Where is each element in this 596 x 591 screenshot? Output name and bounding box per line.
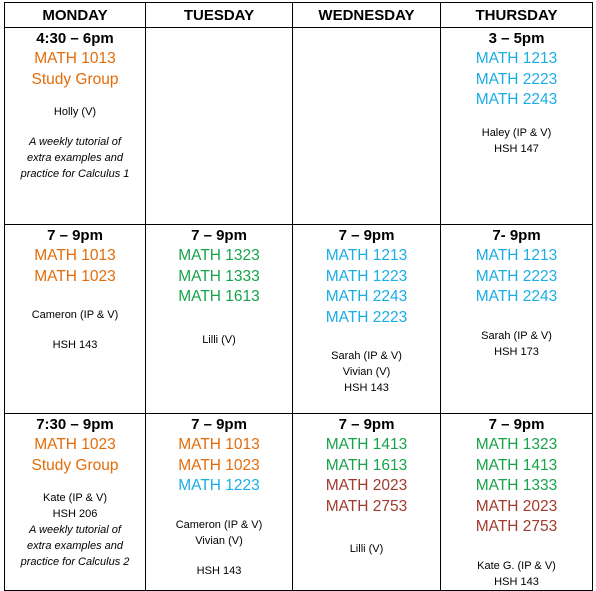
time-slot: 7 – 9pm	[146, 414, 293, 436]
session-description: extra examples and	[27, 540, 123, 552]
session-cell-wednesday	[293, 246, 441, 414]
course-label: MATH 1323	[475, 436, 558, 453]
tutoring-schedule-table	[4, 2, 593, 591]
session-row-2	[5, 246, 593, 414]
course-label: Study Group	[31, 70, 119, 88]
course-label: MATH 2753	[475, 518, 558, 535]
time-slot: 7 – 9pm	[441, 414, 593, 436]
time-row-2	[5, 225, 593, 247]
course-label: MATH 1223	[178, 477, 260, 494]
time-slot: 7- 9pm	[441, 225, 593, 247]
session-cell-thursday	[441, 49, 593, 225]
session-cell-tuesday	[146, 49, 293, 225]
time-slot: 3 – 5pm	[441, 28, 593, 50]
course-label: MATH 1333	[178, 267, 260, 285]
room-label: HSH 147	[494, 142, 539, 155]
course-label: MATH 1613	[178, 288, 260, 305]
tutor-name: Vivian (V)	[342, 366, 391, 378]
session-cell-monday	[5, 435, 146, 591]
tutor-name: Sarah (IP & V)	[331, 350, 402, 362]
course-label: MATH 2753	[325, 497, 408, 515]
session-description: A weekly tutorial of	[29, 136, 121, 148]
tutor-name: Holly (V)	[53, 106, 97, 118]
day-header-wednesday: WEDNESDAY	[293, 3, 441, 28]
course-label: MATH 1023	[34, 267, 116, 285]
session-cell-thursday	[441, 246, 593, 414]
tutor-name: Sarah (IP & V)	[481, 329, 552, 342]
course-label: MATH 1213	[325, 247, 408, 264]
session-description: A weekly tutorial of	[29, 524, 121, 536]
time-slot: 7 – 9pm	[146, 225, 293, 247]
time-slot	[293, 28, 441, 50]
session-row-1	[5, 49, 593, 225]
course-label: MATH 1013	[178, 436, 260, 453]
tutor-name: Kate G. (IP & V)	[477, 559, 556, 572]
course-label: Study Group	[31, 456, 119, 474]
course-label: MATH 2243	[325, 288, 408, 305]
course-label: MATH 1223	[325, 267, 408, 285]
course-label: MATH 2023	[325, 477, 408, 494]
session-cell-monday	[5, 49, 146, 225]
time-row-1	[5, 28, 593, 50]
session-cell-tuesday	[146, 246, 293, 414]
course-label: MATH 1333	[475, 477, 558, 494]
room-label: HSH 143	[344, 382, 389, 394]
time-slot: 7 – 9pm	[293, 225, 441, 247]
session-cell-thursday	[441, 435, 593, 591]
time-slot: 7 – 9pm	[293, 414, 441, 436]
room-label: HSH 143	[52, 339, 98, 351]
course-label: MATH 2223	[475, 70, 558, 88]
tutor-name: Haley (IP & V)	[481, 126, 552, 139]
course-label: MATH 2223	[325, 308, 408, 326]
tutor-name: Cameron (IP & V)	[31, 309, 119, 321]
course-label: MATH 1323	[178, 247, 260, 264]
course-label: MATH 1213	[475, 247, 558, 264]
course-label: MATH 2243	[475, 91, 558, 108]
course-label: MATH 1023	[34, 436, 116, 453]
room-label: HSH 173	[494, 345, 539, 358]
course-label: MATH 1613	[325, 456, 408, 474]
course-label: MATH 1013	[34, 50, 116, 67]
course-label: MATH 1413	[475, 456, 558, 474]
tutor-name: Lilli (V)	[202, 333, 236, 346]
course-label: MATH 1023	[178, 456, 260, 474]
course-label: MATH 1013	[34, 247, 116, 264]
course-label: MATH 1213	[475, 50, 558, 67]
session-cell-tuesday	[146, 435, 293, 591]
course-label: MATH 2023	[475, 497, 558, 515]
tutor-name: Vivian (V)	[195, 534, 243, 547]
time-slot	[146, 28, 293, 50]
tutor-name: Kate (IP & V)	[43, 492, 107, 504]
day-header-thursday: THURSDAY	[441, 3, 593, 28]
session-cell-wednesday	[293, 435, 441, 591]
session-description: extra examples and	[27, 152, 123, 164]
day-header-row	[5, 3, 593, 28]
session-description: practice for Calculus 1	[20, 168, 130, 180]
course-label: MATH 2223	[475, 267, 558, 285]
session-row-3	[5, 435, 593, 591]
course-label: MATH 2243	[475, 288, 558, 305]
room-label: HSH 143	[196, 564, 242, 577]
tutor-name: Lilli (V)	[349, 543, 384, 555]
session-cell-wednesday	[293, 49, 441, 225]
room-label: HSH 143	[494, 575, 539, 588]
tutor-name: Cameron (IP & V)	[175, 518, 263, 531]
session-description: practice for Calculus 2	[20, 556, 130, 568]
time-row-3	[5, 414, 593, 436]
time-slot: 7 – 9pm	[5, 225, 146, 247]
day-header-tuesday: TUESDAY	[146, 3, 293, 28]
session-cell-monday	[5, 246, 146, 414]
course-label: MATH 1413	[325, 436, 408, 453]
time-slot: 7:30 – 9pm	[5, 414, 146, 436]
day-header-monday: MONDAY	[5, 3, 146, 28]
time-slot: 4:30 – 6pm	[5, 28, 146, 50]
room-label: HSH 206	[52, 508, 98, 520]
